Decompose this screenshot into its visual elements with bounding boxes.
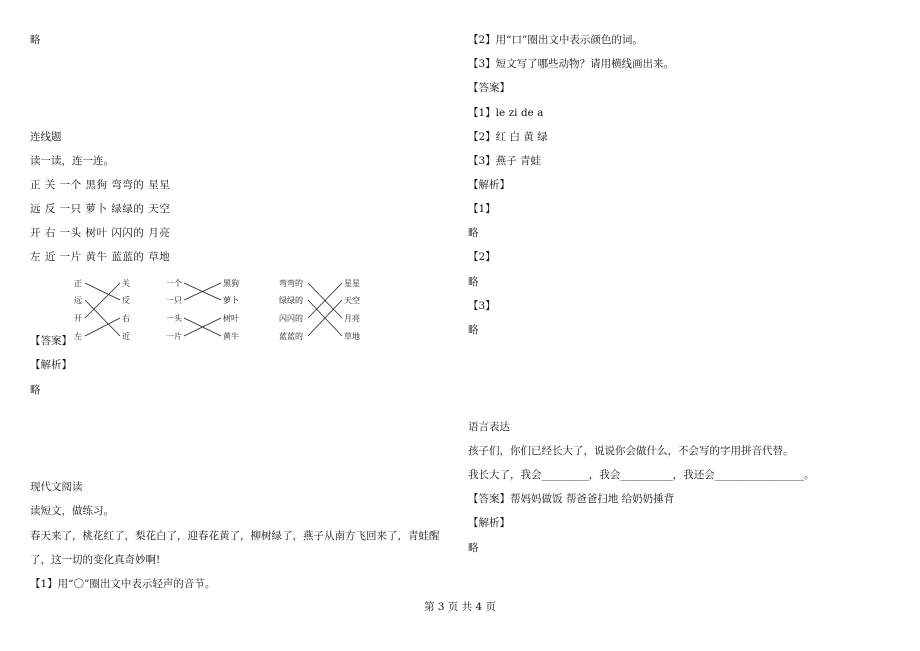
section-title-reading: 现代文阅读 — [30, 481, 83, 493]
g3-left-4: 蓝蓝的 — [279, 332, 303, 341]
g2-left-1: 一个 — [166, 279, 182, 288]
answer-label: 【答案】 — [30, 335, 72, 347]
g3-right-3: 月亮 — [344, 314, 360, 323]
answer-2: 【2】红 白 黄 绿 — [468, 131, 548, 143]
question-2: 【2】用“口”圈出文中表示颜色的词。 — [468, 34, 643, 46]
expression-answer: 【答案】帮妈妈做饭 帮爸爸扫地 给奶奶捶背 — [468, 493, 675, 505]
answer-3: 【3】燕子 青蛙 — [468, 155, 542, 167]
omitted-text: 略 — [30, 384, 41, 396]
g3-right-1: 星星 — [344, 279, 360, 288]
g1-left-2: 远 — [74, 296, 82, 305]
passage-line-2: 了，这一切的变化真奇妙啊! — [30, 554, 161, 566]
instruction-matching: 读一读，连一连。 — [30, 155, 114, 167]
section-title-matching: 连线题 — [30, 131, 62, 143]
omitted-text: 略 — [30, 34, 41, 46]
g3-left-2: 绿绿的 — [279, 296, 303, 305]
g2-left-2: 一只 — [166, 296, 182, 305]
omitted-text: 略 — [468, 324, 479, 336]
omitted-text: 略 — [468, 227, 479, 239]
answer-label: 【答案】 — [468, 82, 510, 94]
answer-1: 【1】le zi de a — [468, 107, 544, 119]
g3-right-4: 草地 — [344, 332, 360, 341]
g2-right-4: 黄牛 — [223, 332, 239, 341]
g1-left-3: 开 — [74, 314, 82, 323]
g3-left-1: 弯弯的 — [279, 279, 303, 288]
g2-left-4: 一片 — [166, 332, 182, 341]
matching-row-1: 正 关 一个 黑狗 弯弯的 星星 — [30, 179, 171, 191]
expression-sentence: 我长大了，我会_________，我会__________，我还会_________________。 — [468, 469, 815, 481]
g2-left-3: 一头 — [166, 314, 182, 323]
omitted-text: 略 — [468, 276, 479, 288]
analysis-label: 【解析】 — [30, 359, 72, 371]
question-1: 【1】用“〇”圈出文中表示轻声的音节。 — [30, 578, 216, 590]
passage-line-1: 春天来了，桃花红了，梨花白了，迎春花黄了，柳树绿了，燕子从南方飞回来了，青蛙醒 — [30, 530, 440, 542]
omitted-text: 略 — [468, 542, 479, 554]
g2-right-3: 树叶 — [223, 314, 239, 323]
analysis-number-2: 【2】 — [468, 251, 496, 263]
instruction-reading: 读短文，做练习。 — [30, 505, 114, 517]
g2-right-1: 黑狗 — [223, 279, 239, 288]
g2-right-2: 萝卜 — [223, 296, 239, 305]
page-footer: 第 3 页 共 4 页 — [423, 601, 497, 613]
matching-row-3: 开 右 一头 树叶 闪闪的 月亮 — [30, 227, 171, 239]
g1-left-4: 左 — [74, 332, 82, 341]
analysis-number-1: 【1】 — [468, 203, 496, 215]
section-title-expression: 语言表达 — [468, 421, 510, 433]
g1-left-1: 正 — [74, 279, 82, 288]
expression-prompt: 孩子们，你们已经长大了，说说你会做什么，不会写的字用拼音代替。 — [468, 445, 794, 457]
g3-left-3: 闪闪的 — [279, 314, 303, 323]
matching-lines — [68, 276, 368, 344]
analysis-number-3: 【3】 — [468, 300, 496, 312]
g1-right-1: 关 — [122, 279, 130, 288]
g1-right-3: 右 — [122, 314, 130, 323]
matching-row-2: 远 反 一只 萝卜 绿绿的 天空 — [30, 203, 171, 215]
matching-row-4: 左 近 一片 黄牛 蓝蓝的 草地 — [30, 251, 171, 263]
g1-right-2: 反 — [122, 296, 130, 305]
matching-answer-diagram — [68, 276, 368, 344]
g3-right-2: 天空 — [344, 296, 360, 305]
analysis-label: 【解析】 — [468, 179, 510, 191]
question-3: 【3】短文写了哪些动物？请用横线画出来。 — [468, 58, 675, 70]
g1-right-4: 近 — [122, 332, 130, 341]
analysis-label: 【解析】 — [468, 517, 510, 529]
